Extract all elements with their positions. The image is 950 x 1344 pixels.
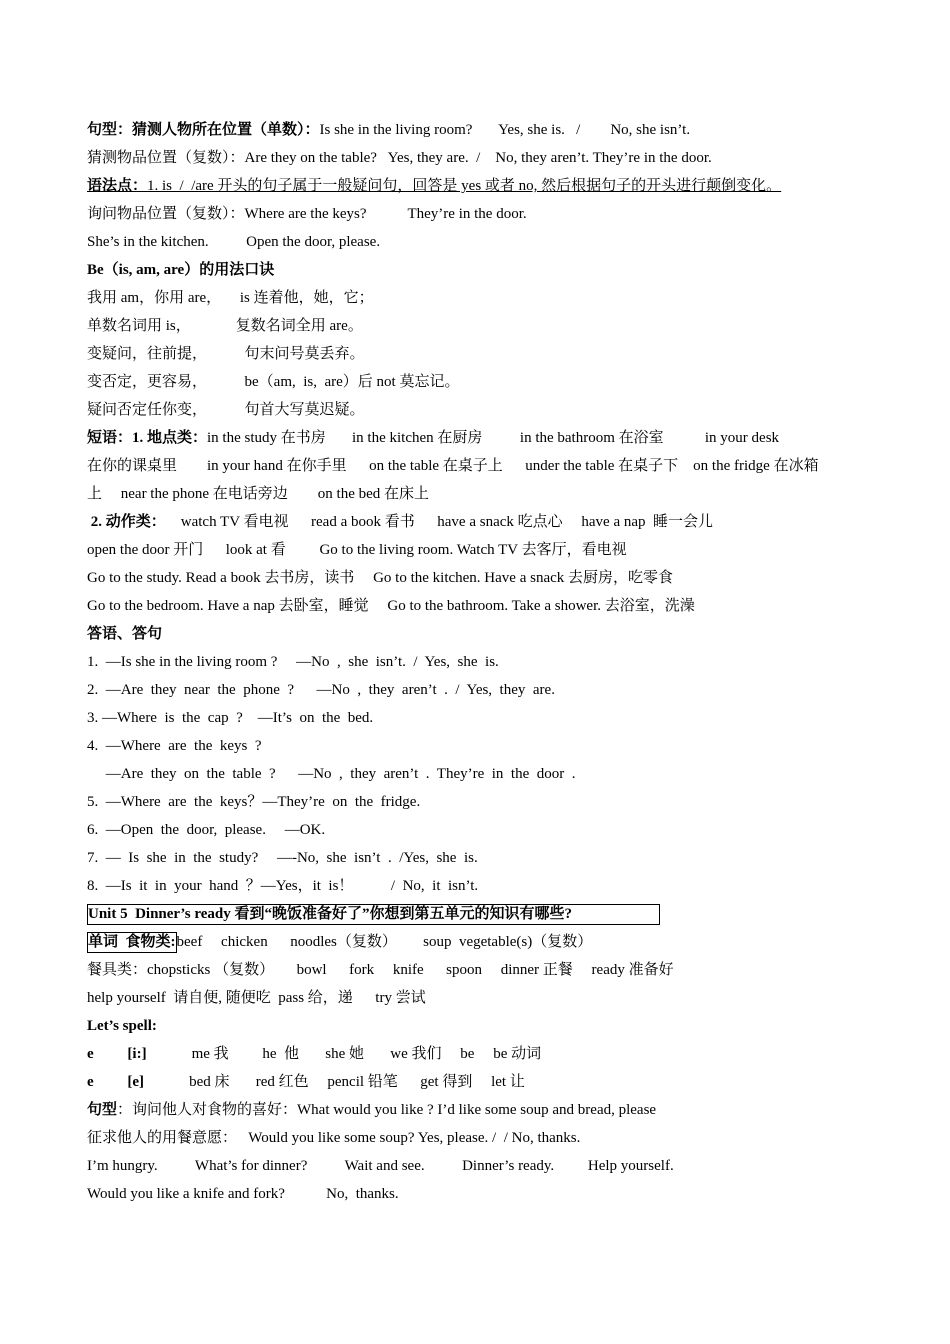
text-line	[87, 760, 867, 788]
text-line	[87, 396, 867, 424]
text-line	[87, 816, 867, 844]
text-run: beef chicken noodles（复数） soup vegetable(s)（复数）	[176, 934, 593, 950]
text-line	[87, 284, 867, 312]
text-run: She’s in the kitchen. Open the door, please.	[87, 234, 381, 250]
document-page	[87, 116, 867, 1208]
text-line	[87, 1068, 867, 1096]
text-line	[87, 900, 867, 928]
text-run: 在你的课桌里 in your hand 在你手里 on the table 在桌子上 under the table 在桌子下 on the fridge 在冰箱	[87, 458, 819, 474]
text-run: bed 床 red 红色 pencil 铅笔 get 得到 let 让	[144, 1074, 525, 1090]
text-line	[87, 788, 867, 816]
text-run: Unit 5 Dinner’s ready 看到“晚饭准备好了”你想到第五单元的知识有哪些?	[87, 904, 660, 925]
text-run: 餐具类：chopsticks （复数） bowl fork knife spoon dinner 正餐 ready 准备好	[87, 962, 674, 978]
text-line	[87, 732, 867, 760]
text-run: 我用 am，你用 are， is 连着他，她，它；	[87, 290, 374, 306]
text-line	[87, 1096, 867, 1124]
text-line	[87, 564, 867, 592]
text-line	[87, 844, 867, 872]
text-line	[87, 928, 867, 956]
text-line	[87, 312, 867, 340]
text-run: in the study 在书房 in the kitchen 在厨房 in the bathroom 在浴室 in your desk	[207, 430, 780, 446]
text-run: 语法点：	[87, 178, 148, 194]
text-line	[87, 1152, 867, 1180]
text-line	[87, 956, 867, 984]
text-line	[87, 508, 867, 536]
text-run: 短语：1. 地点类：	[87, 430, 208, 446]
text-line	[87, 172, 867, 200]
text-line	[87, 676, 867, 704]
text-run: 疑问否定任你变， 句首大写莫迟疑。	[87, 402, 365, 418]
text-run: 4. —Where are the keys ?	[87, 738, 262, 754]
text-line	[87, 228, 867, 256]
text-run: me 我 he 他 she 她 we 我们 be be 动词	[146, 1046, 542, 1062]
text-line	[87, 424, 867, 452]
text-run: 变否定，更容易， be（am, is, are）后 not 莫忘记。	[87, 374, 460, 390]
text-line	[87, 116, 867, 144]
text-run: 单词 食物类:	[87, 932, 177, 953]
text-run: 猜测物品位置（复数）：Are they on the table? Yes, they are. / No, they aren’t. They’re in the door.	[87, 150, 712, 166]
text-run: 1. is / /are 开头的句子属于一般疑问句，回答是 yes 或者 no, 然后根据句子的开头进行颠倒变化。	[147, 178, 782, 194]
text-run: 1. —Is she in the living room ? —No , she isn’t. / Yes, she is.	[87, 654, 499, 670]
text-run: 5. —Where are the keys？—They’re on the fridge.	[87, 794, 421, 810]
text-line	[87, 536, 867, 564]
text-run: 变疑问，往前提， 句末问号莫丢弃。	[87, 346, 365, 362]
text-run: 征求他人的用餐意愿： Would you like some soup? Yes, please. / / No, thanks.	[87, 1130, 581, 1146]
text-run: ：询问他人对食物的喜好：What would you like ? I’d like some soup and bread, please	[117, 1102, 657, 1118]
text-run: e [i:]	[87, 1046, 147, 1062]
text-run: 询问物品位置（复数）：Where are the keys? They’re in the door.	[87, 206, 527, 222]
text-run: 3. —Where is the cap ? —It’s on the bed.	[87, 710, 374, 726]
text-line	[87, 592, 867, 620]
text-run: 2. —Are they near the phone ? —No , they aren’t . / Yes, they are.	[87, 682, 555, 698]
text-line	[87, 144, 867, 172]
text-run: Would you like a knife and fork? No, thanks.	[87, 1186, 399, 1202]
text-line	[87, 1124, 867, 1152]
text-run: Is she in the living room? Yes, she is. / No, she isn’t.	[319, 122, 691, 138]
text-run: 句型	[87, 1102, 118, 1118]
text-run: Be（is, am, are）的用法口诀	[87, 262, 275, 278]
text-run: Let’s spell:	[87, 1018, 157, 1034]
text-run: 7. — Is she in the study? —-No, she isn’t . /Yes, she is.	[87, 850, 478, 866]
text-run: 6. —Open the door, please. —OK.	[87, 822, 326, 838]
text-run: 答语、答句	[87, 626, 163, 642]
text-line	[87, 452, 867, 480]
text-line	[87, 1012, 867, 1040]
text-line	[87, 648, 867, 676]
text-line	[87, 620, 867, 648]
text-run: Go to the study. Read a book 去书房，读书 Go to the kitchen. Have a snack 去厨房，吃零食	[87, 570, 674, 586]
text-run: 上 near the phone 在电话旁边 on the bed 在床上	[87, 486, 430, 502]
text-line	[87, 368, 867, 396]
text-line	[87, 1040, 867, 1068]
text-line	[87, 704, 867, 732]
text-run: Go to the bedroom. Have a nap 去卧室，睡觉 Go to the bathroom. Take a shower. 去浴室，洗澡	[87, 598, 695, 614]
text-run: 单数名词用 is， 复数名词全用 are。	[87, 318, 363, 334]
text-line	[87, 200, 867, 228]
text-run: —Are they on the table ? —No , they aren’t . They’re in the door .	[87, 766, 576, 782]
text-run: help yourself 请自便, 随便吃 pass 给，递 try 尝试	[87, 990, 426, 1006]
text-run: e [e]	[87, 1074, 145, 1090]
text-line	[87, 256, 867, 284]
text-run: 2. 动作类：	[87, 514, 166, 530]
text-run: open the door 开门 look at 看 Go to the living room. Watch TV 去客厅，看电视	[87, 542, 627, 558]
text-run: I’m hungry. What’s for dinner? Wait and see. Dinner’s ready. Help yourself.	[87, 1158, 674, 1174]
text-line	[87, 984, 867, 1012]
text-line	[87, 872, 867, 900]
text-line	[87, 480, 867, 508]
text-run: watch TV 看电视 read a book 看书 have a snack 吃点心 have a nap 睡一会儿	[165, 514, 714, 530]
text-run: 8. —Is it in your hand ？—Yes，it is！ / No, it isn’t.	[87, 878, 479, 894]
text-run: 句型：猜测人物所在位置（单数）：	[87, 122, 320, 138]
text-line	[87, 1180, 867, 1208]
text-line	[87, 340, 867, 368]
